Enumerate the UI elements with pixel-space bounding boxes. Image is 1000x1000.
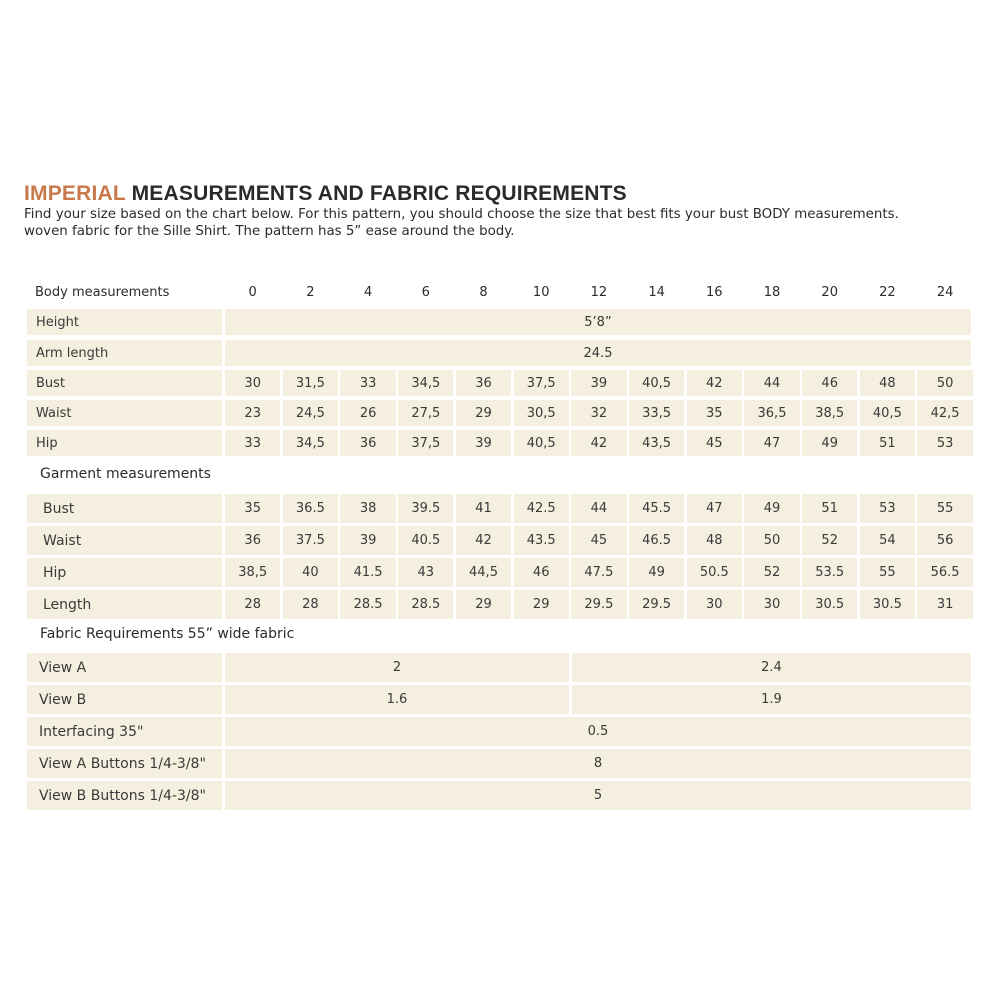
table-cell: 31,5 <box>283 370 338 396</box>
table-cell: 42.5 <box>514 494 569 523</box>
table-cell: 44,5 <box>456 558 511 587</box>
table-cell: 26 <box>340 400 395 426</box>
fabric-value-right: 2.4 <box>572 653 971 682</box>
table-cell: 55 <box>917 494 972 523</box>
table-cell: 27,5 <box>398 400 453 426</box>
table-cell: 29.5 <box>629 590 684 619</box>
fabric-value-right: 1.9 <box>572 685 971 714</box>
table-cell: 54 <box>860 526 915 555</box>
table-cell: 40.5 <box>398 526 453 555</box>
table-cell: 40,5 <box>860 400 915 426</box>
table-cell: 56 <box>917 526 972 555</box>
table-cell: 50 <box>917 370 972 396</box>
table-cell: 37.5 <box>283 526 338 555</box>
fabric-value: 8 <box>225 749 971 778</box>
table-cell: 51 <box>802 494 857 523</box>
row-label: Arm length <box>27 340 222 366</box>
table-cell: 29 <box>456 590 511 619</box>
table-cell: 45 <box>687 430 742 456</box>
table-cell: 48 <box>687 526 742 555</box>
table-cell: 28.5 <box>398 590 453 619</box>
row-label: Length <box>27 590 222 619</box>
table-cell: 36 <box>456 370 511 396</box>
table-cell: 39 <box>571 370 626 396</box>
intro-line-2: woven fabric for the Sille Shirt. The pattern has 5” ease around the body. <box>24 224 515 239</box>
table-cell: 47.5 <box>571 558 626 587</box>
table-cell: 36.5 <box>283 494 338 523</box>
table-cell: 39 <box>456 430 511 456</box>
size-header-10: 10 <box>532 284 550 300</box>
table-cell: 29 <box>456 400 511 426</box>
table-cell: 37,5 <box>514 370 569 396</box>
row-label: Bust <box>27 494 222 523</box>
table-cell: 55 <box>860 558 915 587</box>
table-cell: 38 <box>340 494 395 523</box>
table-cell: 40,5 <box>629 370 684 396</box>
title-rest: MEASUREMENTS AND FABRIC REQUIREMENTS <box>131 182 627 205</box>
table-cell: 30 <box>225 370 280 396</box>
row-label: Height <box>27 309 222 335</box>
table-cell: 39 <box>340 526 395 555</box>
table-cell: 44 <box>571 494 626 523</box>
fabric-value: 5 <box>225 781 971 810</box>
table-cell: 46.5 <box>629 526 684 555</box>
table-cell: 23 <box>225 400 280 426</box>
row-label: Bust <box>27 370 222 396</box>
table-cell: 51 <box>860 430 915 456</box>
size-header-4: 4 <box>363 284 373 300</box>
size-header-20: 20 <box>821 284 838 300</box>
table-cell: 44 <box>744 370 799 396</box>
size-header-14: 14 <box>648 284 665 300</box>
body-measurements-header: Body measurements <box>35 284 170 300</box>
row-label: View A <box>27 653 222 682</box>
table-cell: 24,5 <box>283 400 338 426</box>
table-cell: 32 <box>571 400 626 426</box>
table-cell: 41.5 <box>340 558 395 587</box>
table-cell: 45 <box>571 526 626 555</box>
row-label: Waist <box>27 526 222 555</box>
row-label: Hip <box>27 558 222 587</box>
span-value: 24.5 <box>225 340 971 366</box>
table-cell: 28 <box>225 590 280 619</box>
table-cell: 42 <box>571 430 626 456</box>
table-cell: 30,5 <box>514 400 569 426</box>
size-header-0: 0 <box>248 284 257 300</box>
table-cell: 43.5 <box>514 526 569 555</box>
row-label: Interfacing 35" <box>27 717 222 746</box>
size-header-6: 6 <box>421 284 430 300</box>
table-cell: 40 <box>283 558 338 587</box>
intro-line-1: Find your size based on the chart below. For this pattern, you should choose the size that best fits your bust BODY measurements. <box>24 207 899 222</box>
table-cell: 40,5 <box>514 430 569 456</box>
table-cell: 53 <box>860 494 915 523</box>
table-cell: 33 <box>340 370 395 396</box>
table-cell: 30 <box>687 590 742 619</box>
size-header-12: 12 <box>590 284 608 300</box>
table-cell: 49 <box>744 494 799 523</box>
table-cell: 53.5 <box>802 558 857 587</box>
table-cell: 38,5 <box>225 558 280 587</box>
table-cell: 29.5 <box>571 590 626 619</box>
row-label: View B Buttons 1/4-3/8" <box>27 781 222 810</box>
size-header-18: 18 <box>763 284 781 300</box>
table-cell: 42 <box>687 370 742 396</box>
fabric-value-left: 2 <box>225 653 569 682</box>
table-cell: 31 <box>917 590 972 619</box>
table-cell: 36 <box>225 526 280 555</box>
table-cell: 36 <box>340 430 395 456</box>
row-label: Waist <box>27 400 222 426</box>
garment-section-title: Garment measurements <box>40 466 211 482</box>
table-cell: 34,5 <box>283 430 338 456</box>
table-cell: 39.5 <box>398 494 453 523</box>
row-label: View B <box>27 685 222 714</box>
table-cell: 30 <box>744 590 799 619</box>
fabric-section-title: Fabric Requirements 55” wide fabric <box>40 626 295 642</box>
table-cell: 30.5 <box>860 590 915 619</box>
table-cell: 48 <box>860 370 915 396</box>
table-cell: 43 <box>398 558 453 587</box>
table-cell: 50 <box>744 526 799 555</box>
table-cell: 56.5 <box>917 558 972 587</box>
title-accent: IMPERIAL <box>24 182 126 205</box>
table-cell: 52 <box>802 526 857 555</box>
table-cell: 35 <box>225 494 280 523</box>
table-cell: 42,5 <box>917 400 972 426</box>
row-label: View A Buttons 1/4-3/8" <box>27 749 222 778</box>
table-cell: 49 <box>802 430 857 456</box>
table-cell: 36,5 <box>744 400 799 426</box>
table-cell: 42 <box>456 526 511 555</box>
table-cell: 34,5 <box>398 370 453 396</box>
table-cell: 50.5 <box>687 558 742 587</box>
table-cell: 33 <box>225 430 280 456</box>
table-cell: 52 <box>744 558 799 587</box>
table-cell: 30.5 <box>802 590 857 619</box>
table-cell: 45.5 <box>629 494 684 523</box>
table-cell: 35 <box>687 400 742 426</box>
size-header-16: 16 <box>706 284 723 300</box>
size-header-8: 8 <box>479 284 488 300</box>
table-cell: 28 <box>283 590 338 619</box>
size-header-24: 24 <box>936 284 954 300</box>
table-cell: 47 <box>687 494 742 523</box>
table-cell: 46 <box>514 558 569 587</box>
table-cell: 43,5 <box>629 430 684 456</box>
table-cell: 38,5 <box>802 400 857 426</box>
table-cell: 53 <box>917 430 972 456</box>
table-cell: 41 <box>456 494 511 523</box>
fabric-value-left: 1.6 <box>225 685 569 714</box>
table-cell: 33,5 <box>629 400 684 426</box>
table-cell: 29 <box>514 590 569 619</box>
span-value: 5’8” <box>225 309 971 335</box>
fabric-value: 0.5 <box>225 717 971 746</box>
table-cell: 49 <box>629 558 684 587</box>
size-header-2: 2 <box>306 284 315 300</box>
table-cell: 46 <box>802 370 857 396</box>
table-cell: 37,5 <box>398 430 453 456</box>
size-header-22: 22 <box>879 284 896 300</box>
table-cell: 28.5 <box>340 590 395 619</box>
row-label: Hip <box>27 430 222 456</box>
table-cell: 47 <box>744 430 799 456</box>
